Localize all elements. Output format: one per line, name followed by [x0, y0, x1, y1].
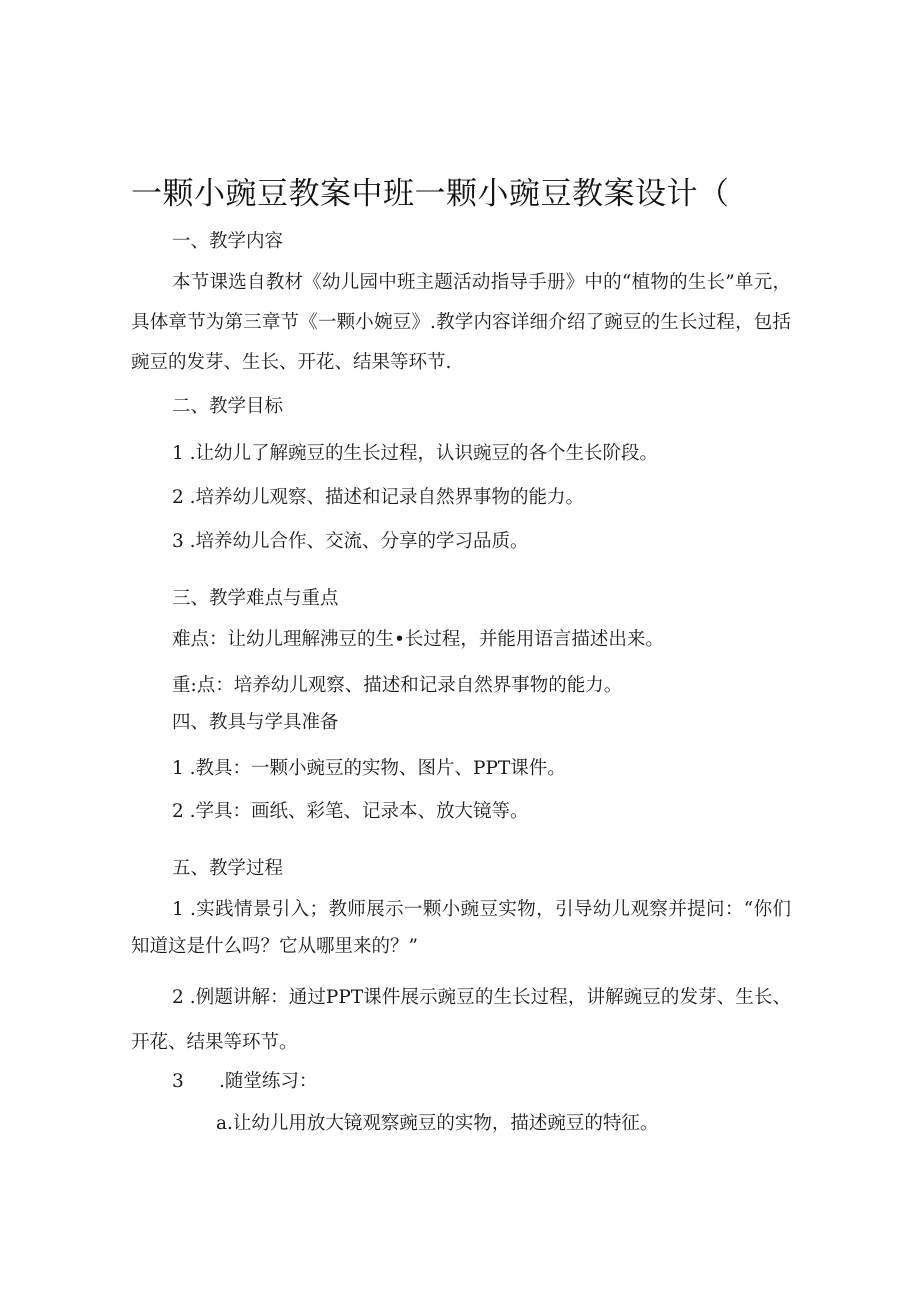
section-heading-materials: 四、教具与学具准备 — [172, 712, 339, 733]
section-heading-objectives: 二、教学目标 — [172, 396, 284, 417]
materials-item: 2 .学具：画纸、彩笔、记录本、放大镜等。 — [172, 801, 529, 822]
section-heading-difficulty: 三、教学难点与重点 — [172, 588, 339, 609]
process-item: 1 .实践情景引入；教师展示一颗小豌豆实物，引导幼儿观察并提问：“你们知道这是什么吗？它从哪里来的？” — [131, 899, 791, 957]
materials-item: 1 .教具：一颗小豌豆的实物、图片、PPT课件。 — [172, 758, 566, 779]
document-title: 一颗小豌豆教案中班一颗小豌豆教案设计（ — [131, 176, 730, 212]
section-body-content: 本节课选自教材《幼儿园中班主题活动指导手册》中的“植物的生长”单元，具体章节为第三章节《一颗小婉豆》.教学内容详细介绍了豌豆的生长过程，包括豌豆的发芽、生长、开花、结果等环节. — [131, 272, 791, 373]
section-heading-content: 一、教学内容 — [172, 231, 284, 252]
practice-sub-item: a.让幼儿用放大镜观察豌豆的实物，描述豌豆的特征。 — [216, 1113, 659, 1134]
process-item: 2 .例题讲解：通过PPT课件展示豌豆的生长过程，讲解豌豆的发芽、生长、开花、结果等环节。 — [131, 987, 791, 1053]
section-heading-process: 五、教学过程 — [172, 858, 284, 879]
key-point-text: 重:点：培养幼儿观察、描述和记录自然界事物的能力。 — [172, 675, 623, 696]
difficulty-text: 难点：让幼儿理解沸豆的生•长过程，并能用语言描述出来。 — [172, 629, 664, 650]
objective-item: 2 .培养幼儿观察、描述和记录自然界事物的能力。 — [172, 487, 585, 508]
objective-item: 3 .培养幼儿合作、交流、分享的学习品质。 — [172, 531, 529, 552]
objective-item: 1 .让幼儿了解豌豆的生长过程，认识豌豆的各个生长阶段。 — [172, 443, 659, 464]
process-item: 3 .随堂练习： — [172, 1071, 318, 1092]
